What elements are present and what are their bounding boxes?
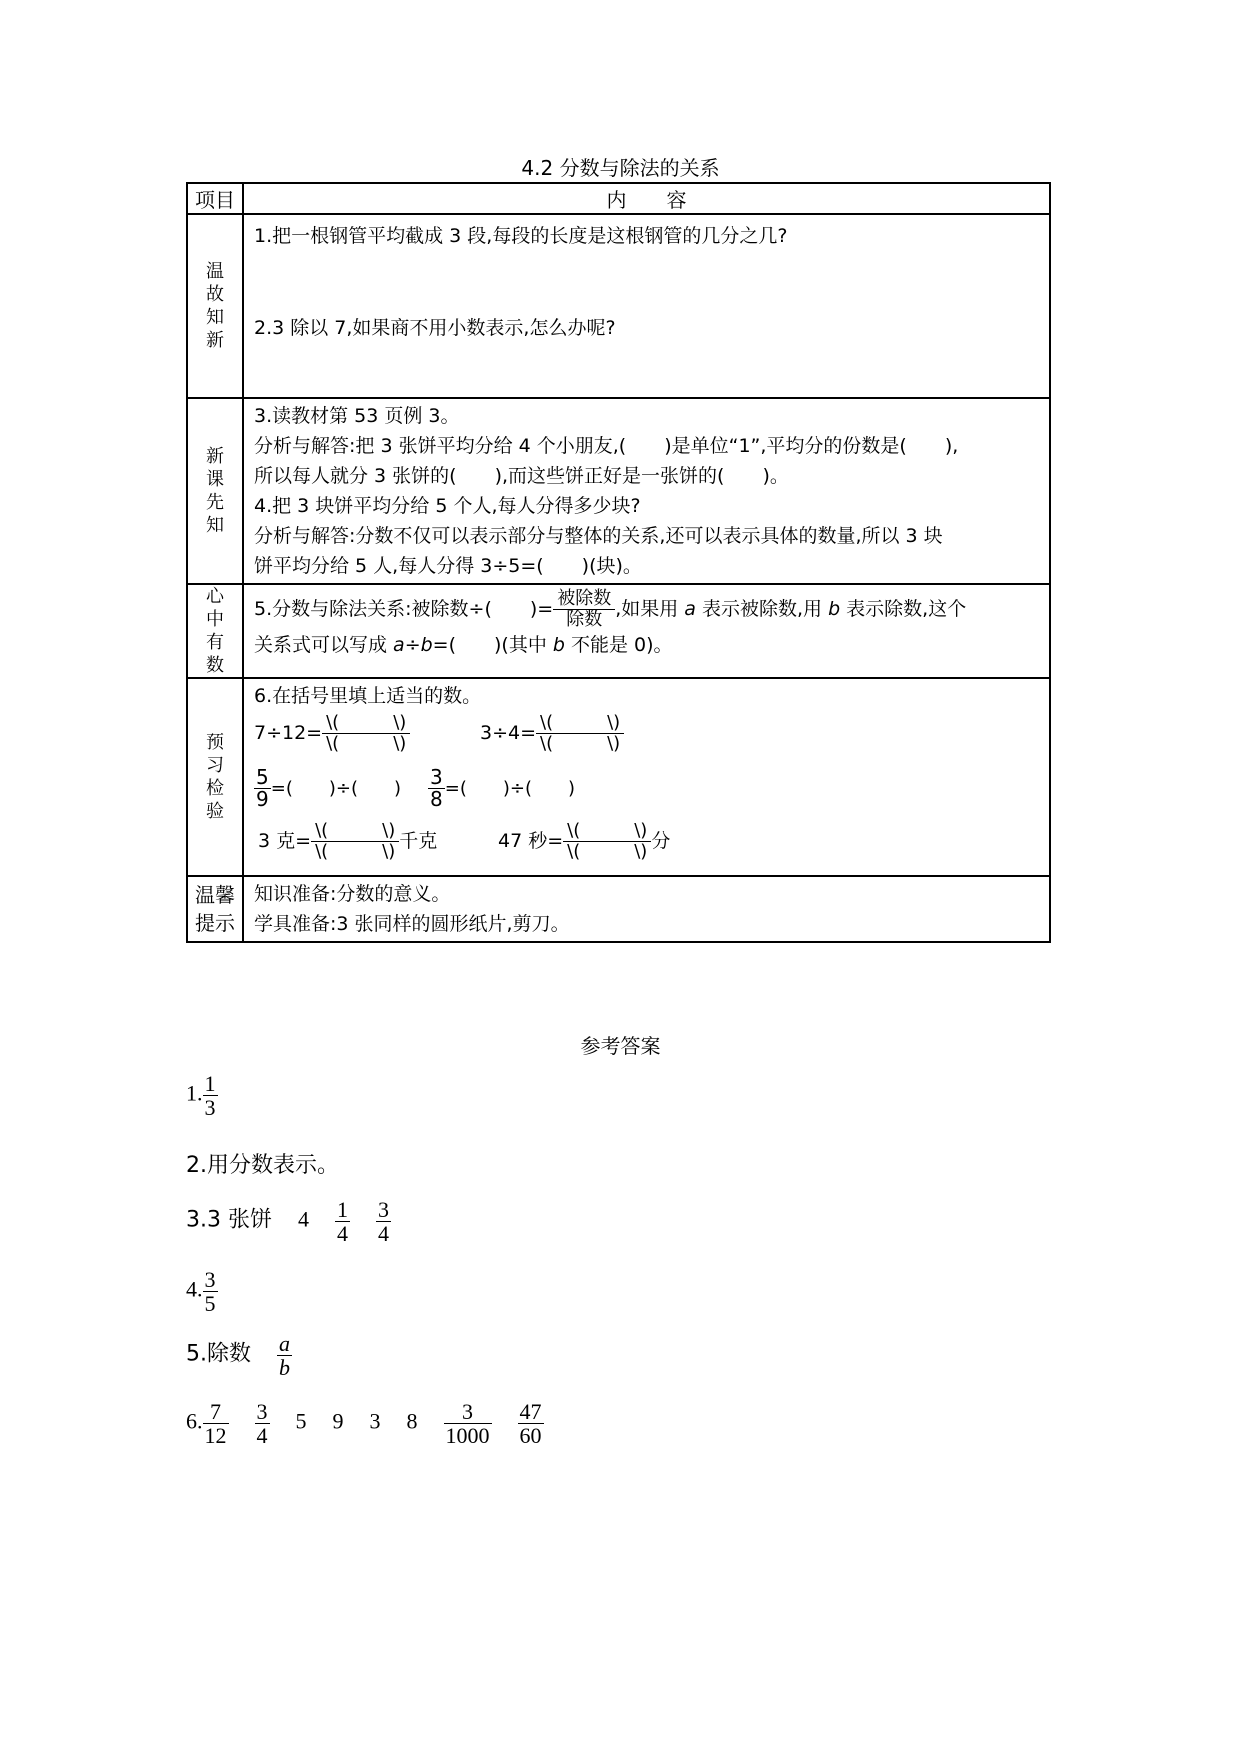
relation-fraction: $\frac{\text{被除数}}{\text{除数}}$ — [553, 589, 615, 630]
answer-3: 3.3 张饼 4 $\frac{1}{4}$ $\frac{3}{4}$ — [186, 1197, 389, 1247]
tip-knowledge: 知识准备:分数的意义。 — [254, 883, 451, 905]
table-row-preview — [187, 398, 1050, 584]
exercise-3div4: 3÷4= $\frac{\backslash( \backslash)}{\backslash( \backslash)}$ — [480, 713, 624, 754]
fraction: $\frac{47}{60}$ — [519, 1399, 542, 1449]
exercise-3-8: $\frac{3}{8}$ =( )÷( ) — [430, 765, 575, 811]
category-preview: 新课先知 — [205, 446, 224, 536]
exercise-3-grams: 3 克= $\frac{\backslash( \backslash)}{\backslash( \backslash)}$ 千克 — [258, 820, 438, 862]
table-row-practice — [187, 678, 1050, 876]
exercise-7div12: 7÷12= $\frac{\backslash( \backslash)}{\backslash( \backslash)}$ — [254, 713, 410, 754]
blank-fraction[interactable]: $\frac{\backslash( \backslash)}{\backslash( \backslash)}$ — [322, 713, 410, 754]
fraction: $\frac{7}{12}$ — [204, 1399, 227, 1449]
fraction: $\frac{a}{b}$ — [279, 1331, 290, 1381]
line-3: 3.读教材第 53 页例 3。 — [254, 405, 460, 427]
table-row-review — [187, 214, 1050, 398]
question-2: 2.3 除以 7,如果商不用小数表示,怎么办呢? — [254, 317, 616, 339]
line-4-analysis-a: 分析与解答:分数不仅可以表示部分与整体的关系,还可以表示具体的数量,所以 3 块 — [254, 525, 943, 547]
exercise-47-seconds: 47 秒= $\frac{\backslash( \backslash)}{\backslash( \backslash)}$ 分 — [498, 820, 671, 862]
answer-1: 1. $\frac{1}{3}$ — [186, 1071, 216, 1121]
answer-6: 6. $\frac{7}{12}$ $\frac{3}{4}$ 5 9 3 8 $\frac{3}{1000}$ $\frac{47}{60}$ — [186, 1399, 542, 1449]
relation-line-2: 关系式可以写成 a÷b=( )(其中 b 不能是 0)。 — [254, 633, 673, 656]
fraction: $\frac{3}{4}$ — [256, 1399, 268, 1449]
answer-heading: 参考答案 — [580, 1034, 661, 1058]
line-4-analysis-b: 饼平均分给 5 人,每人分得 3÷5=( )(块)。 — [254, 555, 642, 577]
line-4: 4.把 3 块饼平均分给 5 个人,每人分得多少块? — [254, 495, 641, 517]
category-summary: 心中有数 — [205, 586, 224, 676]
answer-5: 5.除数 $\frac{a}{b}$ — [186, 1331, 290, 1381]
category-practice: 预习检验 — [205, 732, 224, 822]
category-review: 温故知新 — [205, 261, 224, 351]
relation-line-1: 5.分数与除法关系:被除数÷( )= $\frac{\text{被除数}}{\text{除数}}$ ,如果用 a 表示被除数,用 b 表示除数,这个 — [254, 588, 967, 630]
line-3-analysis-a: 分析与解答:把 3 张饼平均分给 4 个小朋友,( )是单位“1”,平均分的份数是( ), — [254, 435, 959, 457]
table-row-tips — [187, 876, 1050, 942]
blank-fraction[interactable]: $\frac{\backslash( \backslash)}{\backslash( \backslash)}$ — [536, 713, 624, 754]
answer-4: 4. $\frac{3}{5}$ — [186, 1267, 216, 1317]
fraction-5-9: $\frac{5}{9}$ — [256, 765, 269, 811]
question-1: 1.把一根钢管平均截成 3 段,每段的长度是这根钢管的几分之几? — [254, 225, 788, 247]
page-title: 4.2 分数与除法的关系 — [521, 156, 720, 180]
line-3-analysis-b: 所以每人就分 3 张饼的( ),而这些饼正好是一张饼的( )。 — [254, 465, 789, 487]
exercise-5-9: $\frac{5}{9}$ =( )÷( ) — [256, 765, 401, 811]
category-tips: 温馨提示 — [195, 883, 235, 935]
fraction: $\frac{1}{3}$ — [204, 1071, 216, 1121]
blank-fraction[interactable]: $\frac{\backslash( \backslash)}{\backslash( \backslash)}$ — [311, 821, 399, 862]
tip-tools: 学具准备:3 张同样的圆形纸片,剪刀。 — [254, 913, 570, 935]
table-row-summary — [187, 584, 1050, 678]
fraction-3-8: $\frac{3}{8}$ — [430, 765, 443, 811]
fraction: $\frac{3}{4}$ — [377, 1197, 389, 1247]
fraction: $\frac{1}{4}$ — [336, 1197, 348, 1247]
header-item: 项目 — [187, 183, 243, 214]
blank-fraction[interactable]: $\frac{\backslash( \backslash)}{\backslash( \backslash)}$ — [563, 821, 651, 862]
fraction: $\frac{3}{5}$ — [204, 1267, 216, 1317]
lesson-table — [186, 182, 1051, 943]
header-content: 内 容 — [243, 183, 1050, 214]
practice-instruction: 6.在括号里填上适当的数。 — [254, 685, 482, 707]
table-header-row — [187, 183, 1050, 214]
answer-2: 2.用分数表示。 — [186, 1153, 339, 1178]
fraction: $\frac{3}{1000}$ — [445, 1399, 490, 1449]
